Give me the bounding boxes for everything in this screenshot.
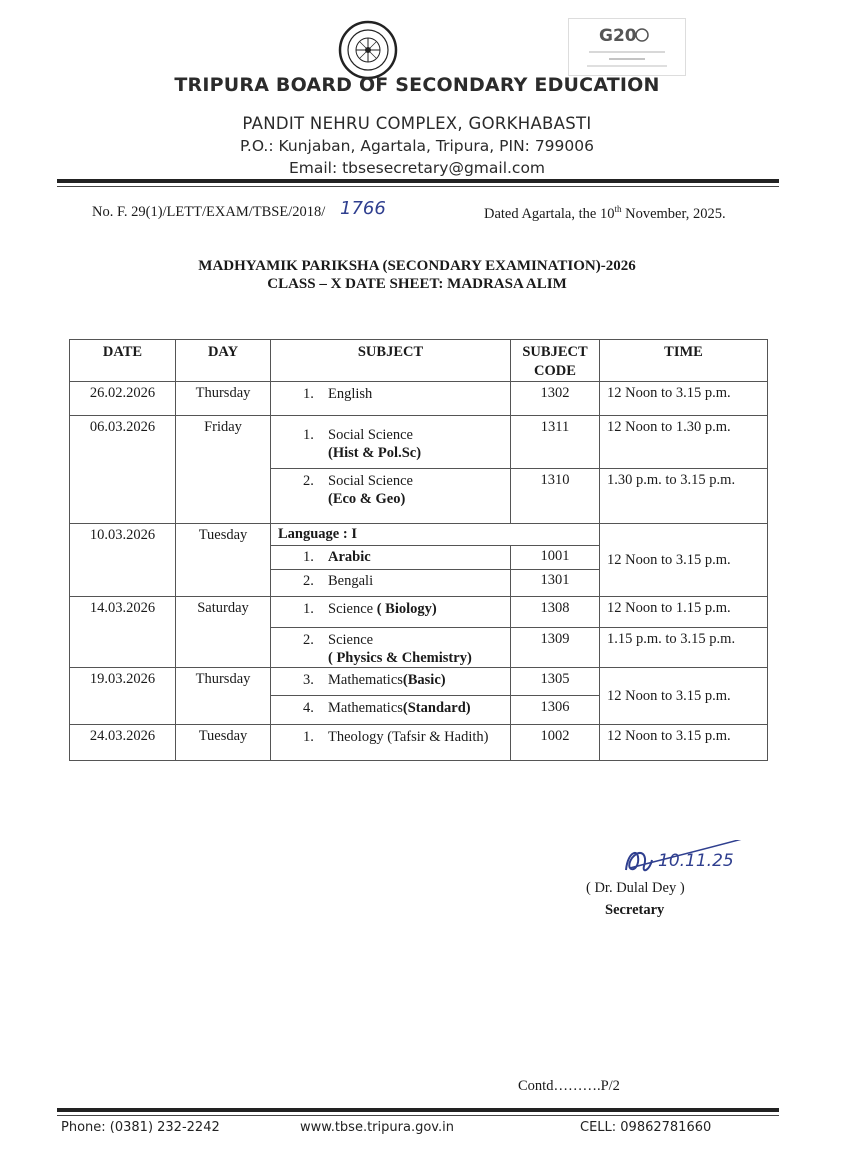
code-cell: 1001 bbox=[511, 546, 600, 570]
subject-name: English bbox=[328, 386, 373, 402]
table-header-row bbox=[70, 340, 768, 382]
header-divider-thin bbox=[57, 186, 779, 187]
subject-cell bbox=[271, 696, 511, 725]
code-cell: 1310 bbox=[511, 469, 600, 524]
subject-number: 2. bbox=[303, 632, 314, 648]
date-cell: 26.02.2026 bbox=[70, 382, 176, 416]
subject-name: Mathematics bbox=[328, 700, 403, 716]
code-cell: 1308 bbox=[511, 597, 600, 628]
subject-cell bbox=[271, 668, 511, 696]
dated-sup: th bbox=[614, 204, 622, 214]
table-row bbox=[70, 416, 768, 469]
subject-detail: ( Biology) bbox=[376, 601, 437, 617]
reference-number: No. F. 29(1)/LETT/EXAM/TBSE/2018/ bbox=[92, 204, 326, 220]
table-row bbox=[70, 382, 768, 416]
subject-detail: (Basic) bbox=[402, 672, 446, 688]
date-cell: 19.03.2026 bbox=[70, 668, 176, 725]
footer-cell: CELL: 09862781660 bbox=[580, 1120, 712, 1135]
code-cell: 1305 bbox=[511, 668, 600, 696]
header-code-line1: SUBJECT bbox=[522, 344, 588, 360]
subject-name: Social Science bbox=[328, 427, 413, 443]
language-group-label: Language : I bbox=[271, 524, 600, 546]
date-cell: 06.03.2026 bbox=[70, 416, 176, 524]
code-cell: 1002 bbox=[511, 725, 600, 761]
board-name: TRIPURA BOARD OF SECONDARY EDUCATION bbox=[174, 74, 660, 96]
subject-number: 1. bbox=[303, 549, 314, 565]
address-line-2: P.O.: Kunjaban, Agartala, Tripura, PIN: 799006 bbox=[239, 137, 594, 155]
subject-number: 4. bbox=[303, 700, 314, 716]
signature-date: 10.11.25 bbox=[658, 851, 734, 871]
dated-prefix: Dated Agartala, the 10 bbox=[484, 205, 615, 222]
time-cell: 1.30 p.m. to 3.15 p.m. bbox=[600, 469, 768, 524]
subject-cell bbox=[271, 546, 511, 570]
subject-cell bbox=[271, 469, 511, 524]
code-cell: 1306 bbox=[511, 696, 600, 725]
day-cell: Thursday bbox=[176, 382, 271, 416]
table-row bbox=[70, 668, 768, 696]
header-day: DAY bbox=[176, 340, 271, 382]
subject-cell bbox=[271, 416, 511, 469]
email: Email: tbsesecretary@gmail.com bbox=[288, 159, 546, 177]
subject-number: 2. bbox=[303, 573, 314, 589]
secretary-title: Secretary bbox=[605, 902, 665, 918]
time-cell: 1.15 p.m. to 3.15 p.m. bbox=[600, 628, 768, 668]
subject-name: Arabic bbox=[328, 549, 371, 565]
subject-name: Social Science bbox=[328, 473, 413, 489]
time-cell: 12 Noon to 3.15 p.m. bbox=[600, 382, 768, 416]
date-cell: 10.03.2026 bbox=[70, 524, 176, 597]
g20-logo-text: G20 bbox=[599, 26, 637, 46]
footer-divider-thin bbox=[57, 1115, 779, 1116]
header-date: DATE bbox=[70, 340, 176, 382]
subject-cell bbox=[271, 597, 511, 628]
secretary-name: ( Dr. Dulal Dey ) bbox=[586, 880, 685, 896]
time-cell: 12 Noon to 1.15 p.m. bbox=[600, 597, 768, 628]
day-cell: Thursday bbox=[176, 668, 271, 725]
subject-number: 2. bbox=[303, 473, 314, 489]
dated-line bbox=[484, 204, 726, 223]
day-cell: Tuesday bbox=[176, 725, 271, 761]
code-cell: 1302 bbox=[511, 382, 600, 416]
code-cell: 1301 bbox=[511, 570, 600, 597]
subject-name: Mathematics bbox=[328, 672, 403, 688]
signature-mark bbox=[620, 840, 770, 885]
header-code-line2: CODE bbox=[534, 363, 576, 379]
day-cell: Tuesday bbox=[176, 524, 271, 597]
time-cell: 12 Noon to 3.15 p.m. bbox=[600, 725, 768, 761]
date-cell: 24.03.2026 bbox=[70, 725, 176, 761]
heading-line-1: MADHYAMIK PARIKSHA (SECONDARY EXAMINATION)-2026 bbox=[198, 258, 636, 274]
dated-suffix: November, 2025. bbox=[621, 205, 726, 222]
subject-number: 3. bbox=[303, 672, 314, 688]
header-subject-code bbox=[511, 340, 600, 382]
heading-line-2: CLASS – X DATE SHEET: MADRASA ALIM bbox=[267, 276, 567, 292]
subject-name: Bengali bbox=[328, 573, 374, 589]
table-row bbox=[70, 597, 768, 628]
subject-cell bbox=[271, 382, 511, 416]
subject-number: 1. bbox=[303, 386, 314, 402]
subject-name: Theology (Tafsir & Hadith) bbox=[328, 729, 489, 745]
code-cell: 1309 bbox=[511, 628, 600, 668]
date-sheet-table bbox=[69, 339, 768, 761]
subject-number: 1. bbox=[303, 729, 314, 745]
header-subject: SUBJECT bbox=[271, 340, 511, 382]
handwritten-reference: 1766 bbox=[340, 198, 386, 219]
table-row bbox=[70, 725, 768, 761]
time-cell: 12 Noon to 1.30 p.m. bbox=[600, 416, 768, 469]
time-cell: 12 Noon to 3.15 p.m. bbox=[600, 668, 768, 725]
time-cell: 12 Noon to 3.15 p.m. bbox=[600, 524, 768, 597]
subject-detail: (Standard) bbox=[402, 700, 471, 716]
address-line-1: PANDIT NEHRU COMPLEX, GORKHABASTI bbox=[242, 114, 592, 133]
day-cell: Saturday bbox=[176, 597, 271, 668]
subject-cell bbox=[271, 570, 511, 597]
header-divider bbox=[57, 179, 779, 183]
subject-name: Science bbox=[328, 601, 377, 617]
footer-website[interactable]: www.tbse.tripura.gov.in bbox=[300, 1120, 454, 1135]
board-seal-logo bbox=[338, 20, 398, 80]
g20-logo bbox=[568, 18, 686, 76]
subject-number: 1. bbox=[303, 601, 314, 617]
header-time: TIME bbox=[600, 340, 768, 382]
subject-detail: (Eco & Geo) bbox=[328, 491, 406, 507]
date-cell: 14.03.2026 bbox=[70, 597, 176, 668]
continued-note: Contd……….P/2 bbox=[518, 1078, 620, 1094]
subject-cell bbox=[271, 725, 511, 761]
day-cell: Friday bbox=[176, 416, 271, 524]
subject-detail: ( Physics & Chemistry) bbox=[328, 650, 472, 666]
subject-number: 1. bbox=[303, 427, 314, 443]
subject-detail: (Hist & Pol.Sc) bbox=[328, 445, 422, 461]
subject-name: Science bbox=[328, 632, 374, 648]
footer-phone: Phone: (0381) 232-2242 bbox=[61, 1120, 220, 1135]
footer-divider bbox=[57, 1108, 779, 1112]
subject-cell bbox=[271, 628, 511, 668]
code-cell: 1311 bbox=[511, 416, 600, 469]
table-row bbox=[70, 524, 768, 546]
